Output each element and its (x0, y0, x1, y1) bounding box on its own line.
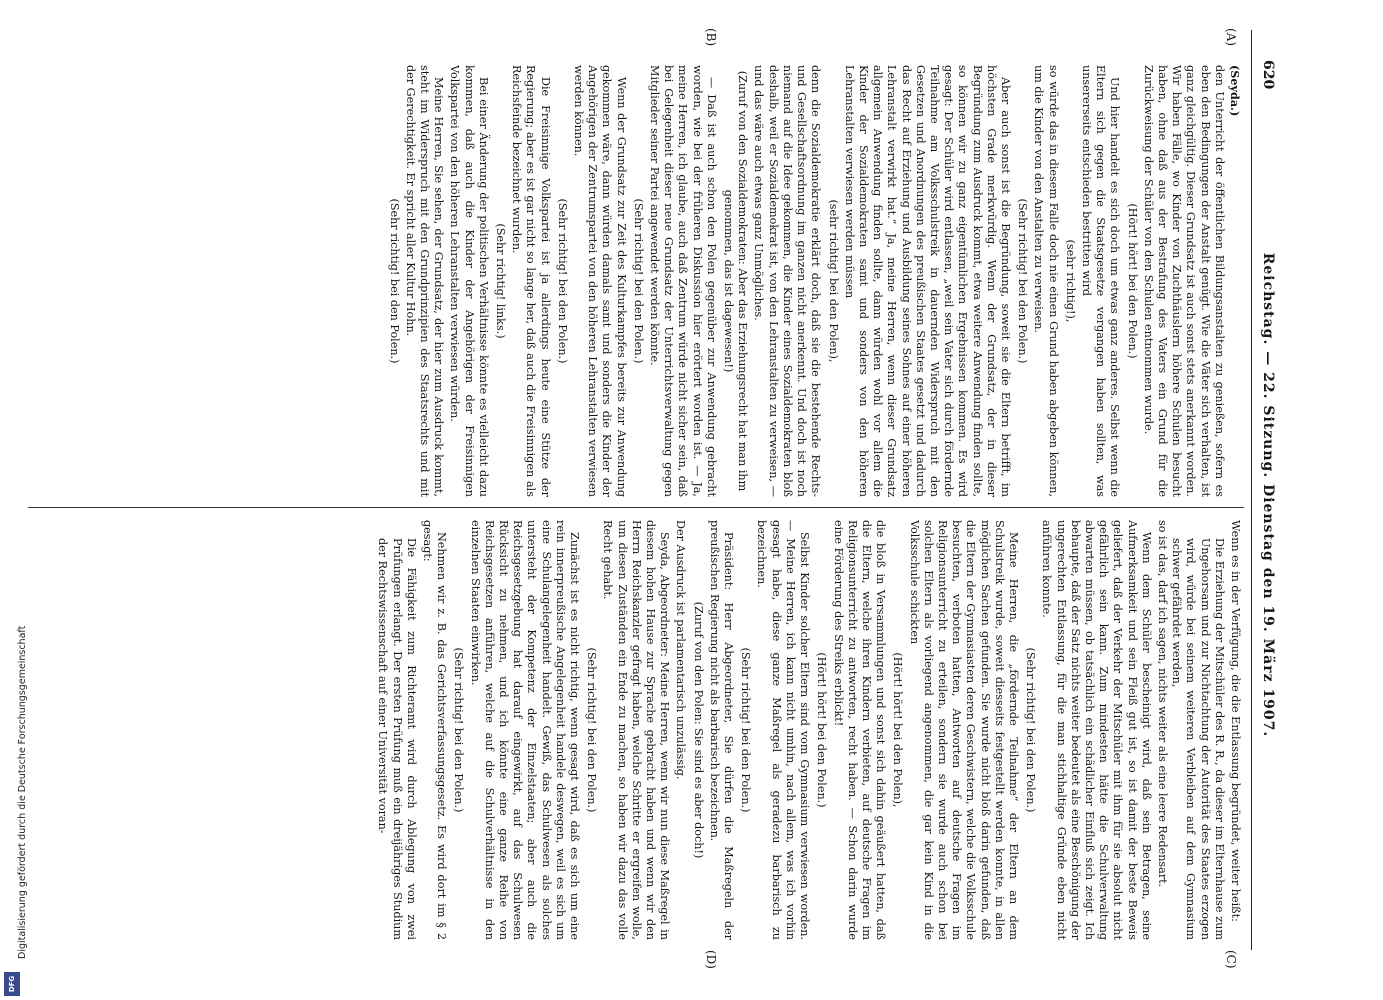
interjection: (Zuruf von den Polen: Sie sind es aber doch!) (691, 601, 705, 859)
interjection: (Hört! hört! bei den Polen.) (815, 652, 829, 808)
funding-text: Digitalisierung gefördert durch die Deutsche Forschungsgemeinschaft (17, 625, 28, 959)
page-number: 620 (1260, 60, 1276, 90)
paragraph: Wenn der Grundsatz zur Zeit des Kulturkampfes bereits zur Anwendung gekommen wäre, dann würden damals samt und sonders die Kinder der Angehörigen der Zentrumspartei von den höheren Lehranstalten verwiesen werden können. (572, 65, 628, 497)
margin-mark-c: (C) (1224, 950, 1238, 969)
paragraph: Zunächst ist es nicht richtig, wenn gesagt wird, daß es sich um eine rein innerpreußische Angelegenheit handele deswegen, weil es sich um eine Schulangelegenheit handelt. Gewiß, das Schulwesen als solches untersteht der Kompetenz der Einzelstaaten; aber auch die Reichsgesetzgebung hat darauf eingewirkt, auf das Schulwesen Rücksicht zu nehmen, und ich könnte eine ganze Reihe von Reichsgesetzen anführen, welche auf die Schulverhältnisse in den einzelnen Staaten einwirken. (468, 520, 582, 940)
paragraph: den Unterricht der öffentlichen Bildungsanstalten zu genießen, sofern es eben den Bedingungen der Anstalt genügt. Wie die Väter sich verhalten, ist ganz gleichgültig. Dieser Grundsatz ist auch sonst stets anerkannt worden. Wir haben Fälle, wo Kinder von Zuchthäuslern höhere Schulen besucht haben, ohne daß aus der Bestrafung des Vaters ein Grund für die Zurückweisung der Schüler von den Schulen entnommen wurde. (1141, 65, 1226, 497)
interjection: (Sehr richtig! bei den Polen.) (387, 198, 401, 364)
paragraph: Aber auch sonst ist die Begründung, soweit sie die Eltern betrifft, im höchsten Grade merkwürdig. Wenn der Grundsatz, der in dieser Begründung zum Ausdruck kommt, etwa weitere Anwendung finden sollte, so können wir zu ganz eigentümlichen Ergebnissen kommen. Es wird gesagt: Der Schüler wird entlassen, „weil sein Vater sich durch fördernde Teilnahme am Volksschulstreik in dauernden Widerspruch mit den Gesetzen und Anordnungen des preußischen Staates gesetzt und dadurch das Recht auf Erziehung und Ausbildung seines Sohnes auf einer höheren Lehranstalt verwirkt hat.“ Ja, meine Herren, wenn dieser Grundsatz allgemein Anwendung finden sollte, dann würden wohl vor allem die Kinder der Sozialdemokraten samt und sonders von den höheren Lehranstalten verwiesen werden müssen (842, 65, 1012, 497)
paragraph: Die Freisinnige Volkspartei ist ja allerdings heute eine Stütze der Regierung; aber es ist gar nicht so lange her, daß auch die Freisinnigen als Reichsfeinde bezeichnet wurden. (510, 65, 552, 497)
interjection: (Hört! hört! bei den Polen), (891, 652, 905, 808)
paragraph: Der Ausdruck ist parlamentarisch unzulässig. (674, 520, 688, 780)
interjection: (Hört! hört! bei den Polen.) (1125, 203, 1139, 359)
interjection: (Sehr richtig! bei den Polen.) (631, 198, 645, 364)
paragraph: Bei einer Änderung der politischen Verhältnisse könnte es vielleicht dazu kommen, daß auch die Kinder der Angehörigen der Freisinnigen Volkspartei von den höheren Lehranstalten verwiesen würden. (448, 65, 490, 497)
interjection: (Sehr richtig! bei den Polen.) (1016, 198, 1030, 364)
interjection: (Sehr richtig! bei den Polen.) (585, 647, 599, 813)
margin-mark-a: (A) (1224, 28, 1238, 47)
paragraph: Meine Herren, Sie sehen, der Grundsatz, der hier zum Ausdruck kommt, steht im Widerspruch mit den Grundprinzipien des Staatsrechts und mit der Gerechtigkeit. Er spricht aller Kultur Hohn. (403, 65, 446, 497)
paragraph: Meine Herren, die „fördernde Teilnahme“ der Eltern an dem Schulstreik wurde, soweit diesseits festgestellt werden konnte, in allen möglichen Sachen gefunden. Sie wurde nicht bloß darin gefunden, daß die Eltern der Gymnasiasten deren Geschwistern, welche die Volksschule besuchten, verboten hatten, Antworten auf deutsche Fragen im Religionsunterricht zu erteilen, sondern sie wurde auch schon bei solchen Eltern als vorliegend angenommen, die gar kein Kind in die Volksschule schickten (907, 520, 1020, 940)
paragraph: — Daß ist auch schon den Polen gegenüber zur Anwendung gebracht worden, wie bei der früheren Diskussion hier erörtert worden ist. — Ja, meine Herren, ich glaube, auch daß Zentrum würde nicht sicher sein, daß bei Gelegenheit dieser neue Grundsatz der Unterrichtsverwaltung gegen Mitglieder seiner Partei angewendet werden könnte. (648, 65, 718, 497)
paragraph: Wenn es in der Verfügung, die die Entlassung begründet, weiter heißt: (1229, 520, 1242, 922)
page-header (1254, 60, 1278, 930)
paragraph: die bloß in Versammlungen und sonst sich dahin geäußert hatten, daß die Eltern, welche ihren Kindern verbieten, auf deutsche Fragen im Religionsunterricht zu antworten, recht haben. — Schon darin wurde eine Förderung des Streiks erblickt! (831, 520, 888, 940)
right-column (38, 520, 1242, 940)
paragraph: Nehmen wir z. B. das Gerichtsverfassungsgesetz. Es wird dort im § 2 gesagt: (421, 520, 449, 940)
page-sheet (28, 20, 1278, 969)
interjection: (Sehr richtig! bei den Polen.) (555, 198, 569, 364)
interjection: (Sehr richtig! bei den Polen.) (739, 647, 753, 813)
interjection: (Sehr richtig! links.) (494, 223, 508, 339)
interjection: (sehr richtig! bei den Polen), (826, 199, 840, 363)
page-title: Reichstag. — 22. Sitzung. Dienstag den 19. März 1907. (1260, 252, 1276, 738)
interjection: (Sehr richtig! bei den Polen.) (452, 647, 466, 813)
paragraph: Und hier handelt es sich doch um etwas ganz anderes. Selbst wenn die Eltern sich gegen die Staatsgesetze vergangen haben sollten, was unsererseits entschieden bestritten wird (1079, 65, 1122, 497)
paragraph: Wenn dem Schüler bescheinigt wird, daß sein Betragen, seine Aufmerksamkeit und sein Fleiß gut ist, so ist damit der beste Beweis geliefert, daß der Verkehr der Mitschüler mit ihm für sie absolut nicht gefährlich sein kann. Zum mindesten hätte die Schulverwaltung abwarten müssen, ob tatsächlich ein schädlicher Einfluß sich zeigt. Ich behaupte, daß der Satz nichts weiter bedeutet als eine Beschönigung der ungerechten Entlassung, für die man stichhaltige Gründe eben nicht anführen konnte. (1040, 520, 1153, 940)
column-divider (28, 507, 1244, 508)
paragraph: Seyda, Abgeordneter: Meine Herren, wenn wir nun diese Maßregel in diesem hohen Hause zur Sprache gebracht haben und wenn wir den Herrn Reichskanzler gefragt haben, welche Schritte er ergreifen wolle, um diesen Zuständen ein Ende zu machen, so haben wir dazu das volle Recht gehabt. (601, 520, 672, 940)
interjection: (Sehr richtig! bei den Polen.) (1024, 647, 1038, 813)
dfg-logo-text: DFG (8, 975, 16, 993)
paragraph: Präsident: Herr Abgeordneter, Sie dürfen die Maßregeln der preußischen Regierung nicht als barbarisch bezeichnen. (707, 520, 736, 940)
margin-mark-d: (D) (704, 950, 718, 969)
speaker-label: (Seyda.) (1228, 65, 1242, 117)
margin-mark-b: (B) (704, 28, 718, 47)
paragraph: so ist das, darf ich sagen, nichts weiter als eine leere Redensart. (1155, 520, 1169, 888)
interjection: (Zuruf von den Sozialdemokraten: Aber das Erziehungsrecht hat man ihm genommen, das ist dagewesen!) (722, 70, 750, 492)
interjection: (sehr richtig!), (1063, 239, 1077, 323)
paragraph: so würde das in diesem Falle doch nie einen Grund haben abgeben können, um die Kinder von den Anstalten zu verweisen. (1032, 65, 1060, 497)
quotation: Die Fähigkeit zum Richteramt wird durch Ablegung von zwei Prüfungen erlangt. Der ersten Prüfung muß ein dreijähriges Studium der Rechtswissenschaft auf einer Universität voran- (376, 538, 418, 940)
left-column (38, 65, 1242, 497)
quotation: Die Erziehung der Mitschüler des R. R., da dieser im Elternhause zum Ungehorsam und zur Nichtachtung der Autorität des Staates erzogen wird, würde bei seinem weiteren Verbleiben auf dem Gymnasium schwer gefährdet werden, (1170, 538, 1226, 940)
paragraph: denn die Sozialdemokratie erklärt doch, daß sie die bestehende Rechts- und Gesellschaftsordnung im ganzen nicht anerkennt. Und doch ist noch niemand auf die Idee gekommen, die Kinder eines Sozialdemokraten bloß deshalb, weil er Sozialdemokrat ist, von den Lehranstalten zu verweisen, — und das wäre auch etwas ganz Unmögliches. (752, 65, 823, 497)
paragraph: Selbst Kinder solcher Eltern sind vom Gymnasium verwiesen worden. — Meine Herren, ich kann nicht umhin, nach allem, was ich vorhin gesagt habe, diese ganze Maßregel als geradezu barbarisch zu bezeichnen. (755, 520, 812, 940)
header-rule (1251, 30, 1252, 950)
